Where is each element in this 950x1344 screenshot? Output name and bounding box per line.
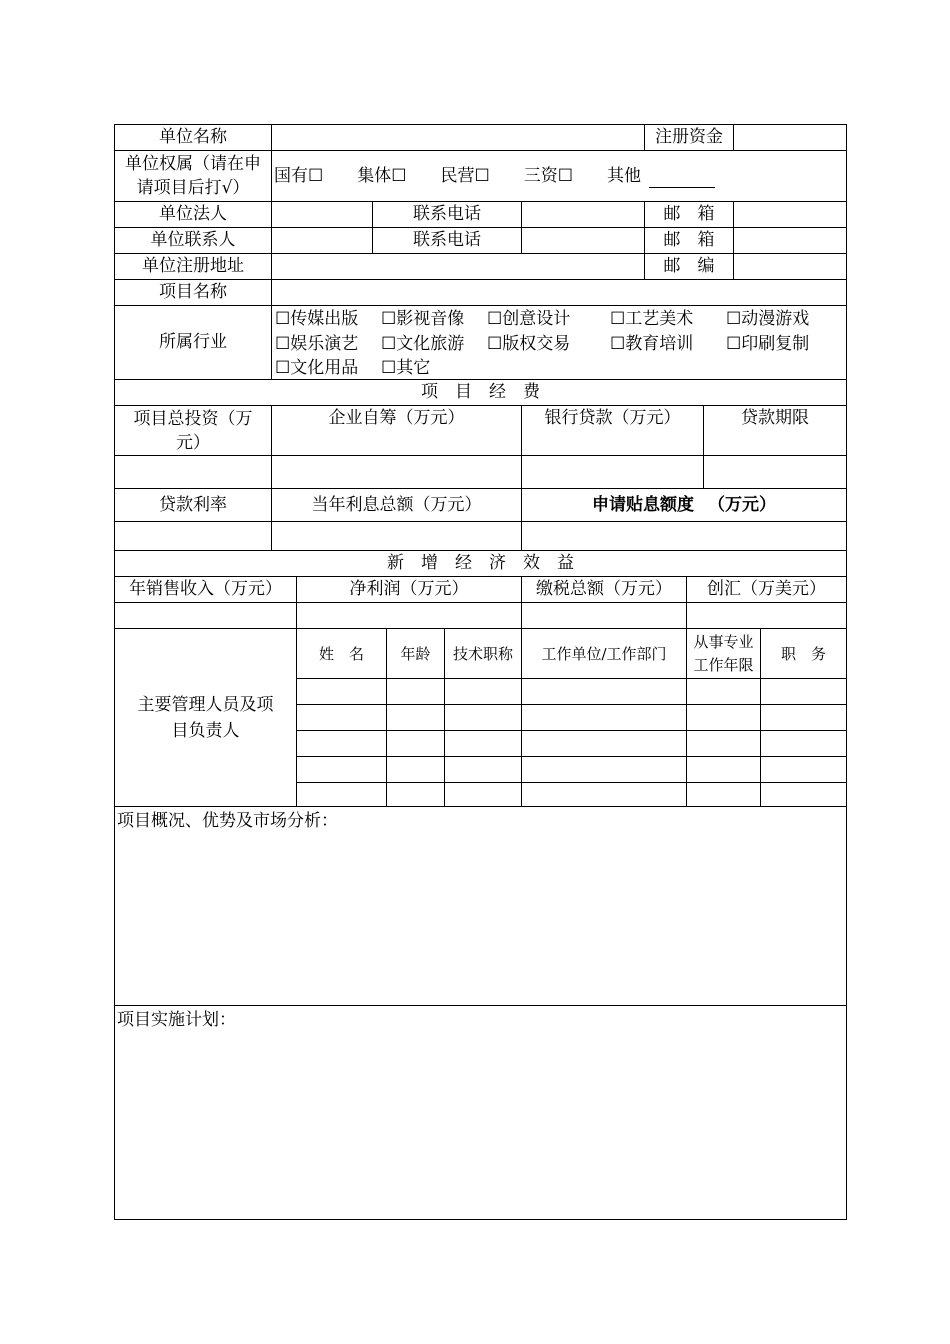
industry-options	[271, 305, 847, 380]
total-tax-field[interactable]	[521, 602, 687, 629]
staff-row-1-name-field[interactable]	[296, 678, 387, 705]
address-field[interactable]	[271, 253, 645, 280]
ownership-other-label: 其他	[607, 165, 641, 186]
staff-row-1-position-field[interactable]	[760, 678, 847, 705]
industry-crafts-checkbox[interactable]: ☐工艺美术	[610, 309, 694, 329]
contact-mailbox-field[interactable]	[733, 227, 847, 254]
forex-field[interactable]	[686, 602, 847, 629]
unit-name-field[interactable]	[271, 124, 645, 151]
staff-row-4-age-field[interactable]	[386, 756, 445, 783]
industry-cultural-tourism-checkbox[interactable]: ☐文化旅游	[381, 333, 465, 354]
staff-row-3-position-field[interactable]	[760, 730, 847, 757]
staff-row-4-position-field[interactable]	[760, 756, 847, 783]
ownership-collective-checkbox[interactable]: 集体☐	[357, 165, 407, 186]
staff-row-4-title-field[interactable]	[444, 756, 522, 783]
funds-section-title: 项 目 经 费	[114, 379, 847, 406]
industry-animation-games-checkbox[interactable]: ☐动漫游戏	[726, 309, 810, 329]
legal-rep-phone-field[interactable]	[521, 201, 645, 228]
industry-printing-checkbox[interactable]: ☐印刷复制	[726, 333, 810, 354]
staff-header-position: 职 务	[760, 628, 847, 679]
staff-header-workplace: 工作单位/工作部门	[521, 628, 687, 679]
subsidy-field[interactable]	[521, 521, 847, 551]
staff-label	[114, 628, 297, 807]
ownership-options	[271, 150, 847, 202]
staff-row-4-workplace-field[interactable]	[521, 756, 687, 783]
self-raised-field[interactable]	[271, 455, 522, 489]
staff-row-1-title-field[interactable]	[444, 678, 522, 705]
industry-film-audio-checkbox[interactable]: ☐影视音像	[381, 309, 465, 329]
reg-capital-field[interactable]	[733, 124, 847, 151]
staff-header-name: 姓 名	[296, 628, 387, 679]
staff-row-5-age-field[interactable]	[386, 782, 445, 807]
benefits-section-title: 新 增 经 济 效 益	[114, 550, 847, 577]
industry-cultural-goods-checkbox[interactable]: ☐文化用品	[275, 358, 359, 378]
forex-label: 创汇（万美元）	[686, 576, 847, 603]
unit-name-label: 单位名称	[114, 124, 272, 151]
contact-phone-field[interactable]	[521, 227, 645, 254]
plan-label: 项目实施计划：	[117, 1010, 236, 1030]
staff-row-2-age-field[interactable]	[386, 704, 445, 731]
staff-row-3-title-field[interactable]	[444, 730, 522, 757]
staff-row-2-title-field[interactable]	[444, 704, 522, 731]
staff-header-years: 从事专业工作年限	[686, 628, 761, 679]
industry-creative-design-checkbox[interactable]: ☐创意设计	[487, 309, 571, 329]
overview-section[interactable]	[114, 806, 847, 1006]
contact-mailbox-label: 邮 箱	[644, 227, 734, 254]
legal-rep-label: 单位法人	[114, 201, 272, 228]
staff-row-5-years-field[interactable]	[686, 782, 761, 807]
bank-loan-label: 银行贷款（万元）	[521, 405, 704, 456]
project-name-field[interactable]	[271, 279, 847, 306]
staff-row-5-title-field[interactable]	[444, 782, 522, 807]
ownership-other-blank[interactable]	[649, 171, 715, 188]
project-name-label: 项目名称	[114, 279, 272, 306]
staff-label-text: 主要管理人员及项目负责人	[137, 694, 274, 741]
ownership-foreign-checkbox[interactable]: 三资☐	[523, 165, 573, 186]
staff-row-2-years-field[interactable]	[686, 704, 761, 731]
legal-rep-mailbox-label: 邮 箱	[644, 201, 734, 228]
staff-row-2-name-field[interactable]	[296, 704, 387, 731]
total-tax-label: 缴税总额（万元）	[521, 576, 687, 603]
staff-row-5-workplace-field[interactable]	[521, 782, 687, 807]
annual-interest-field[interactable]	[271, 521, 522, 551]
staff-row-3-age-field[interactable]	[386, 730, 445, 757]
loan-rate-field[interactable]	[114, 521, 272, 551]
staff-row-5-position-field[interactable]	[760, 782, 847, 807]
ownership-private-checkbox[interactable]: 民营☐	[440, 165, 490, 186]
bank-loan-field[interactable]	[521, 455, 704, 489]
loan-term-label: 贷款期限	[703, 405, 847, 456]
total-investment-label: 项目总投资（万元）	[114, 405, 272, 456]
ownership-other-option	[607, 165, 749, 188]
industry-media-publishing-checkbox[interactable]: ☐传媒出版	[275, 309, 359, 329]
ownership-state-checkbox[interactable]: 国有☐	[274, 165, 324, 186]
staff-row-1-years-field[interactable]	[686, 678, 761, 705]
industry-label: 所属行业	[114, 305, 272, 380]
contact-field[interactable]	[271, 227, 373, 254]
overview-label: 项目概况、优势及市场分析：	[117, 811, 338, 831]
contact-label: 单位联系人	[114, 227, 272, 254]
net-profit-label: 净利润（万元）	[296, 576, 522, 603]
subsidy-label-text: 申请贴息额度	[592, 494, 694, 515]
legal-rep-field[interactable]	[271, 201, 373, 228]
total-investment-field[interactable]	[114, 455, 272, 489]
industry-copyright-trading-checkbox[interactable]: ☐版权交易	[487, 333, 571, 354]
staff-row-3-name-field[interactable]	[296, 730, 387, 757]
legal-rep-mailbox-field[interactable]	[733, 201, 847, 228]
staff-row-5-name-field[interactable]	[296, 782, 387, 807]
ownership-label	[114, 150, 272, 202]
ownership-label-text: 单位权属（请在申请项目后打√）	[125, 154, 261, 198]
postcode-field[interactable]	[733, 253, 847, 280]
staff-row-3-workplace-field[interactable]	[521, 730, 687, 757]
net-profit-field[interactable]	[296, 602, 522, 629]
postcode-label: 邮 编	[644, 253, 734, 280]
loan-term-field[interactable]	[703, 455, 847, 489]
address-label: 单位注册地址	[114, 253, 272, 280]
subsidy-unit: （万元）	[708, 494, 776, 515]
industry-education-training-checkbox[interactable]: ☐教育培训	[610, 333, 694, 354]
reg-capital-label: 注册资金	[644, 124, 734, 151]
annual-sales-field[interactable]	[114, 602, 297, 629]
staff-row-4-years-field[interactable]	[686, 756, 761, 783]
industry-row-1	[275, 307, 846, 332]
annual-interest-label: 当年利息总额（万元）	[271, 488, 522, 522]
annual-sales-label: 年销售收入（万元）	[114, 576, 297, 603]
staff-header-title: 技术职称	[444, 628, 522, 679]
industry-row-2	[275, 332, 846, 357]
staff-row-2-position-field[interactable]	[760, 704, 847, 731]
staff-header-age: 年龄	[386, 628, 445, 679]
self-raised-label: 企业自筹（万元）	[271, 405, 522, 456]
contact-phone-label: 联系电话	[372, 227, 522, 254]
staff-row-3-years-field[interactable]	[686, 730, 761, 757]
staff-row-2-workplace-field[interactable]	[521, 704, 687, 731]
plan-section[interactable]	[114, 1005, 847, 1220]
industry-row-3	[275, 356, 846, 380]
loan-rate-label: 贷款利率	[114, 488, 272, 522]
staff-row-1-age-field[interactable]	[386, 678, 445, 705]
staff-row-4-name-field[interactable]	[296, 756, 387, 783]
subsidy-label	[521, 488, 847, 522]
staff-row-1-workplace-field[interactable]	[521, 678, 687, 705]
legal-rep-phone-label: 联系电话	[372, 201, 522, 228]
industry-other-checkbox[interactable]: ☐其它	[381, 358, 431, 378]
industry-entertainment-checkbox[interactable]: ☐娱乐演艺	[275, 333, 359, 354]
